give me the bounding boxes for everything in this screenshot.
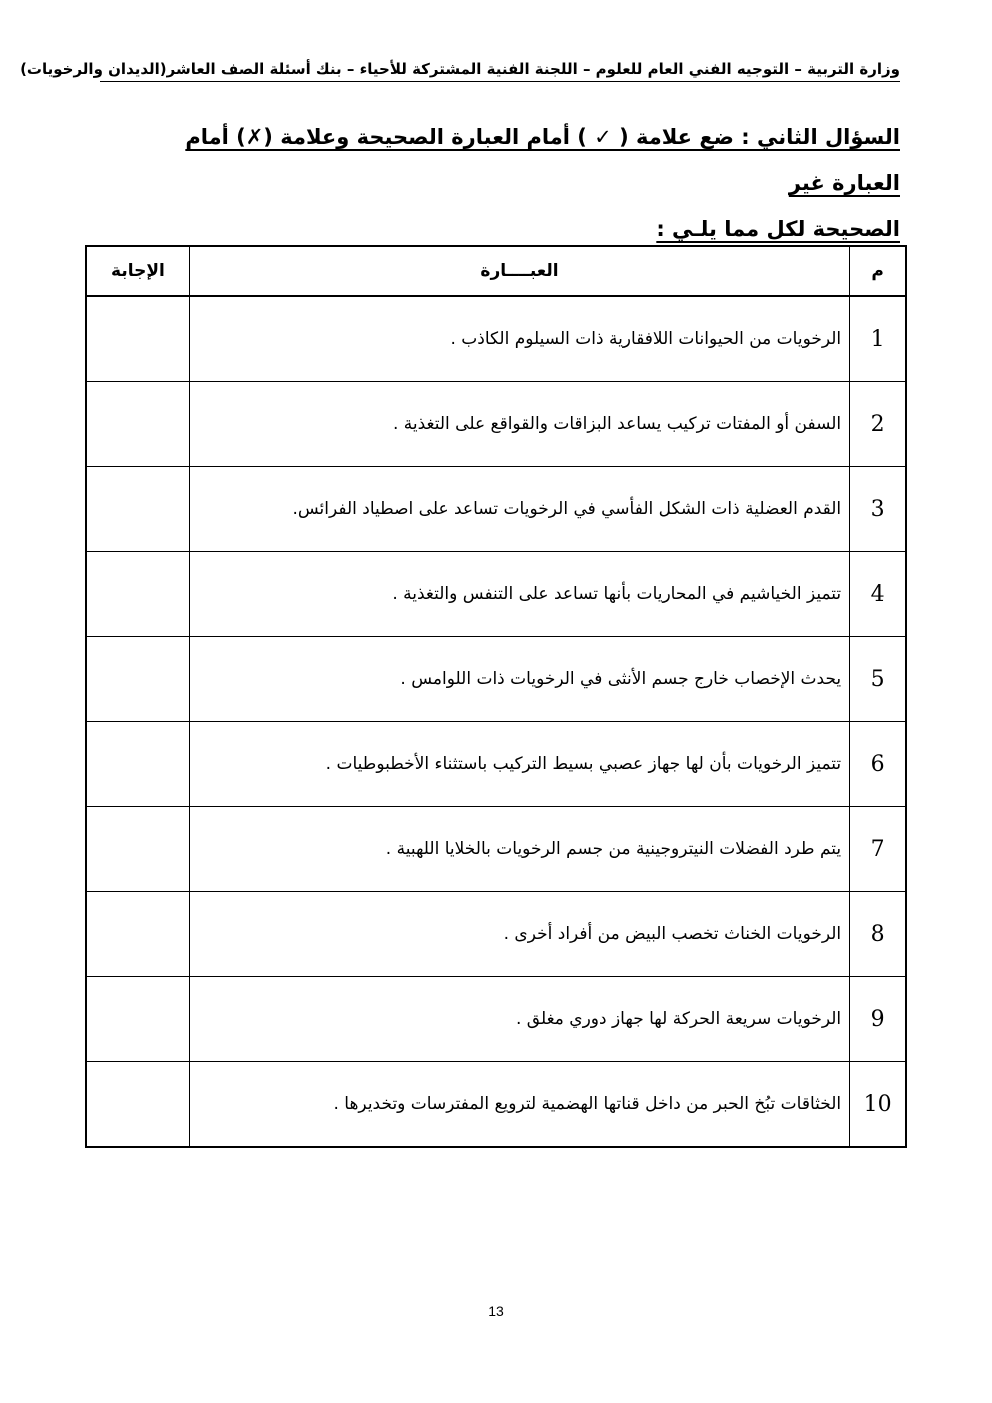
row-statement: الرخويات من الحيوانات اللافقارية ذات السيلوم الكاذب . <box>189 296 849 382</box>
table-row <box>86 722 906 807</box>
row-statement: القدم العضلية ذات الشكل الفأسي في الرخويات تساعد على اصطياد الفرائس. <box>189 467 849 552</box>
row-statement: يحدث الإخصاب خارج جسم الأنثى في الرخويات ذات اللوامس . <box>189 637 849 722</box>
question-heading <box>120 114 900 252</box>
table-header-row <box>86 246 906 296</box>
row-statement: الخثاقات تبُخ الحبر من داخل قناتها الهضمية لترويع المفترسات وتخديرها . <box>189 1062 849 1148</box>
table-row <box>86 296 906 382</box>
row-number: 6 <box>850 722 906 807</box>
column-header-number: م <box>850 246 906 296</box>
question-line-2: الصحيحة لكل مما يلـي : <box>656 217 900 241</box>
table-row <box>86 892 906 977</box>
row-number: 3 <box>850 467 906 552</box>
page-header: وزارة التربية – التوجيه الفني العام للعلوم – اللجنة الفنية المشتركة للأحياء – بنك أسئلة الصف العاشر(الديدان والرخويات) <box>100 58 900 82</box>
page-number: 13 <box>488 1303 504 1319</box>
row-statement: يتم طرد الفضلات النيتروجينية من جسم الرخويات بالخلايا اللهبية . <box>189 807 849 892</box>
table-row <box>86 467 906 552</box>
table-row <box>86 807 906 892</box>
row-number: 2 <box>850 382 906 467</box>
row-number: 4 <box>850 552 906 637</box>
table-row <box>86 637 906 722</box>
table-body <box>86 296 906 1147</box>
row-number: 5 <box>850 637 906 722</box>
row-statement: الرخويات سريعة الحركة لها جهاز دوري مغلق . <box>189 977 849 1062</box>
row-statement: تتميز الرخويات بأن لها جهاز عصبي بسيط التركيب باستثناء الأخطبوطيات . <box>189 722 849 807</box>
answer-cell[interactable] <box>86 807 189 892</box>
answer-cell[interactable] <box>86 382 189 467</box>
table-row <box>86 1062 906 1148</box>
answer-cell[interactable] <box>86 552 189 637</box>
question-line-1: السؤال الثاني : ضع علامة ( ✓ ) أمام العبارة الصحيحة وعلامة (✗) أمام العبارة غير <box>185 125 900 195</box>
row-number: 8 <box>850 892 906 977</box>
table-row <box>86 552 906 637</box>
answer-cell[interactable] <box>86 892 189 977</box>
answer-cell[interactable] <box>86 296 189 382</box>
answer-cell[interactable] <box>86 977 189 1062</box>
row-number: 1 <box>850 296 906 382</box>
row-number: 7 <box>850 807 906 892</box>
table-row <box>86 382 906 467</box>
answer-cell[interactable] <box>86 637 189 722</box>
true-false-table <box>85 245 907 1148</box>
column-header-answer: الإجابة <box>86 246 189 296</box>
table-row <box>86 977 906 1062</box>
answer-cell[interactable] <box>86 1062 189 1148</box>
row-statement: السفن أو المفتات تركيب يساعد البزاقات والقواقع على التغذية . <box>189 382 849 467</box>
row-statement: تتميز الخياشيم في المحاريات بأنها تساعد على التنفس والتغذية . <box>189 552 849 637</box>
answer-cell[interactable] <box>86 722 189 807</box>
row-number: 9 <box>850 977 906 1062</box>
row-statement: الرخويات الخناث تخصب البيض من أفراد أخرى . <box>189 892 849 977</box>
answer-cell[interactable] <box>86 467 189 552</box>
row-number: 10 <box>850 1062 906 1148</box>
column-header-statement: العبــــارة <box>189 246 849 296</box>
